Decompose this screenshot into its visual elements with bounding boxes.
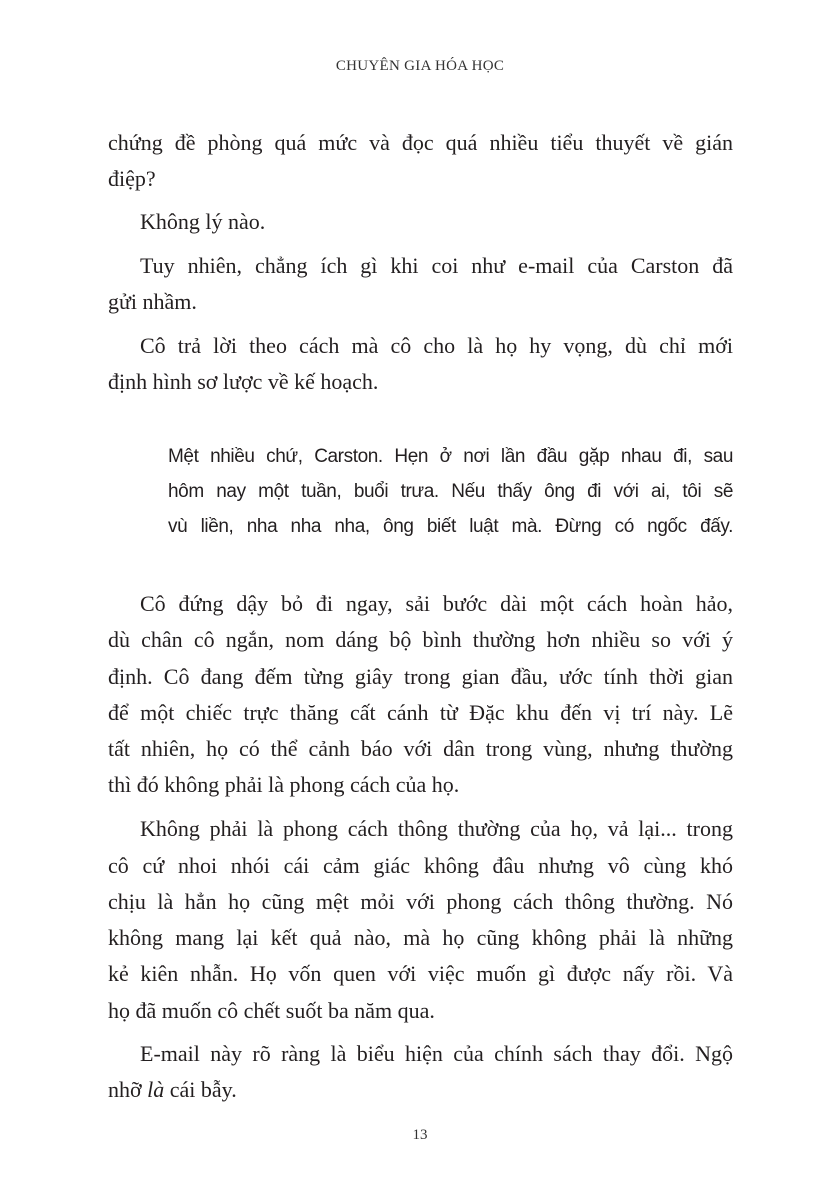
running-header: CHUYÊN GIA HÓA HỌC (335, 58, 505, 74)
text-line: điệp? (108, 166, 156, 191)
text-line: không mang lại kết quả nào, mà họ cũng không phải là những (108, 925, 733, 950)
text-line: định hình sơ lược về kế hoạch. (108, 369, 379, 394)
text-line: Không lý nào. (140, 209, 266, 234)
text-line: Không phải là phong cách thông thường của họ, vả lại... trong (140, 816, 733, 841)
text-line (108, 1076, 733, 1104)
text-line: cô cứ nhoi nhói cái cảm giác không đâu nhưng vô cùng khó (108, 853, 733, 878)
text-line: chịu là hẳn họ cũng mệt mỏi với phong cách thông thường. Nó (108, 889, 733, 914)
text-line: kẻ kiên nhẫn. Họ vốn quen với việc muốn gì được nấy rồi. Và (108, 961, 733, 986)
text-line: thì đó không phải là phong cách của họ. (108, 772, 460, 797)
text-span: cái bẫy. (164, 1077, 237, 1102)
text-line: định. Cô đang đếm từng giây trong gian đầu, ước tính thời gian (108, 664, 733, 689)
email-quote-line: hôm nay một tuần, buổi trưa. Nếu thấy ông đi với ai, tôi sẽ (168, 481, 733, 502)
email-quote-line: vù liền, nha nha nha, ông biết luật mà. Đừng có ngốc đấy. (168, 516, 733, 537)
text-line: dù chân cô ngắn, nom dáng bộ bình thường hơn nhiều so với ý (108, 627, 733, 652)
text-span: nhỡ (108, 1077, 148, 1102)
text-line: Cô trả lời theo cách mà cô cho là họ hy vọng, dù chỉ mới (140, 333, 733, 358)
text-line: để một chiếc trực thăng cất cánh từ Đặc khu đến vị trí này. Lẽ (108, 700, 733, 725)
text-line: gửi nhầm. (108, 289, 197, 314)
text-line: E-mail này rõ ràng là biểu hiện của chính sách thay đổi. Ngộ (140, 1041, 733, 1066)
text-line: Cô đứng dậy bỏ đi ngay, sải bước dài một cách hoàn hảo, (140, 591, 733, 616)
text-line: họ đã muốn cô chết suốt ba năm qua. (108, 998, 435, 1023)
text-line: tất nhiên, họ có thể cảnh báo với dân trong vùng, nhưng thường (108, 736, 733, 761)
text-line: Tuy nhiên, chẳng ích gì khi coi như e-mail của Carston đã (140, 253, 733, 278)
text-line: chứng đề phòng quá mức và đọc quá nhiều tiểu thuyết về gián (108, 130, 733, 155)
page-number: 13 (412, 1127, 428, 1143)
italic-emphasis: là (147, 1077, 165, 1102)
email-quote-line: Mệt nhiều chứ, Carston. Hẹn ở nơi lần đầu gặp nhau đi, sau (168, 446, 733, 467)
